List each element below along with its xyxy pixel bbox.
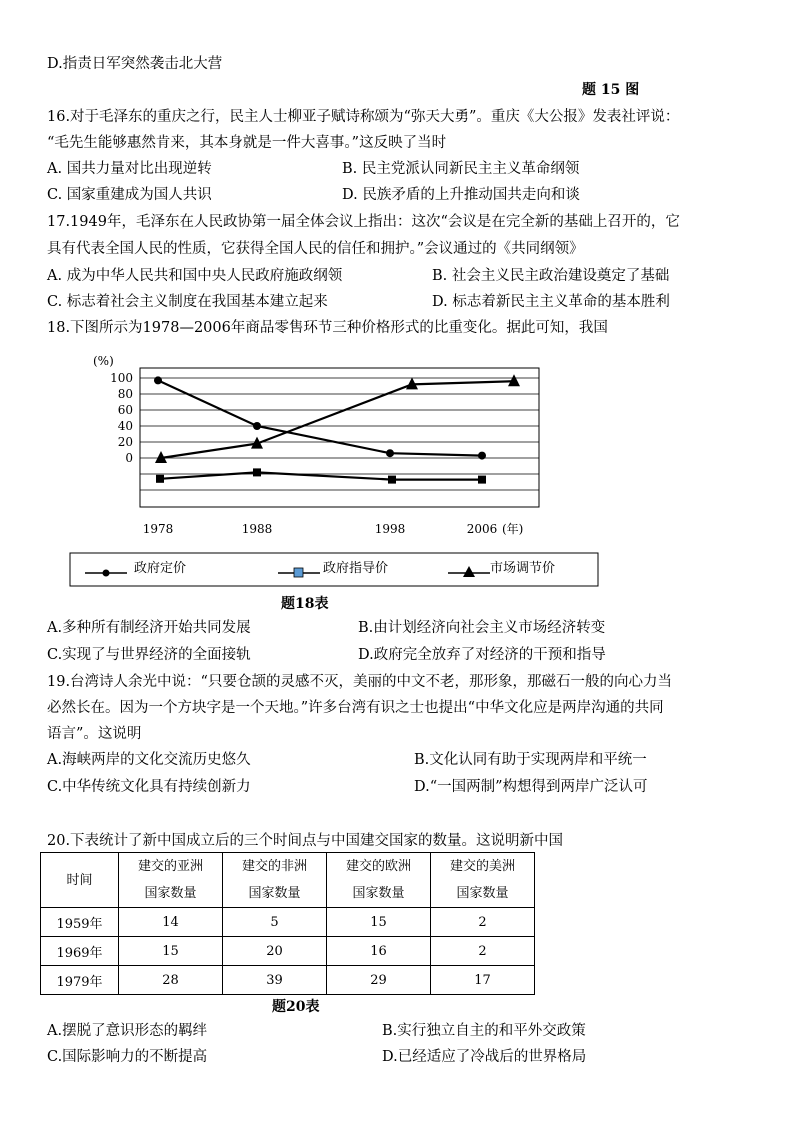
y-axis-label: (%) [93, 354, 114, 368]
q17-option-d[interactable]: D. 标志着新民主主义革命的基本胜利 [432, 294, 670, 310]
series-line-triangle [161, 381, 514, 458]
y-tick-label: 60 [117, 403, 133, 417]
plot-frame [140, 368, 539, 507]
price-form-chart [0, 345, 794, 605]
q16-option-a[interactable]: A. 国共力量对比出现逆转 [47, 161, 212, 177]
table-cell: 16 [327, 937, 431, 966]
q17-stem-line1: 17.1949年，毛泽东在人民政协第一届全体会议上指出：这次“会议是在完全新的基础上召开的，它 [47, 214, 680, 230]
chart-legend [70, 553, 598, 586]
q16-option-d[interactable]: D. 民族矛盾的上升推动国共走向和谈 [342, 187, 580, 203]
data-point-circle [386, 449, 394, 457]
table-cell: 15 [119, 937, 223, 966]
header-cell-time: 时间 [41, 853, 119, 908]
legend-marker-triangle [463, 566, 475, 577]
y-tick-label: 0 [125, 451, 133, 465]
q19-option-c[interactable]: C.中华传统文化具有持续创新力 [47, 779, 251, 795]
table-cell: 5 [223, 908, 327, 937]
y-tick-label: 100 [110, 371, 133, 385]
x-tick-label: 1978 [142, 522, 174, 536]
header-cell-asia: 建交的亚洲 国家数量 [119, 853, 223, 908]
q16-option-b[interactable]: B. 民主党派认同新民主主义革命纲领 [342, 161, 580, 177]
q20-stem: 20.下表统计了新中国成立后的三个时间点与中国建交国家的数量。这说明新中国 [47, 833, 564, 849]
legend-marker-circle [103, 570, 110, 577]
data-point-circle [253, 422, 261, 430]
x-axis-label: (年) [502, 522, 524, 536]
data-point-square [478, 476, 486, 484]
table-row [41, 937, 535, 966]
q16-stem-line2: “毛先生能够惠然肯来，其本身就是一件大喜事。”这反映了当时 [47, 135, 447, 151]
q19-stem-line1: 19.台湾诗人余光中说：“只要仓颉的灵感不灭，美丽的中文不老，那形象，那磁石一般的向心力当 [47, 674, 672, 690]
y-tick-label: 80 [117, 387, 133, 401]
legend-label: 市场调节价 [490, 561, 556, 576]
q18-option-a[interactable]: A.多种所有制经济开始共同发展 [47, 620, 251, 636]
data-point-triangle [508, 374, 520, 386]
series-line-square [160, 472, 482, 479]
header-cell-america: 建交的美洲 国家数量 [431, 853, 535, 908]
q20-option-a[interactable]: A.摆脱了意识形态的羁绊 [47, 1023, 208, 1039]
q17-option-b[interactable]: B. 社会主义民主政治建设奠定了基础 [432, 268, 670, 284]
q19-option-a[interactable]: A.海峡两岸的文化交流历史悠久 [47, 752, 251, 768]
table-row [41, 966, 535, 995]
x-tick-label: 1988 [241, 522, 273, 536]
chart-series [154, 374, 520, 483]
q17-option-c[interactable]: C. 标志着社会主义制度在我国基本建立起来 [47, 294, 328, 310]
q20-option-b[interactable]: B.实行独立自主的和平外交政策 [382, 1023, 586, 1039]
q19-stem-line3: 语言”。这说明 [47, 726, 142, 742]
table-cell: 1969年 [41, 937, 119, 966]
y-tick-label: 20 [117, 435, 133, 449]
x-tick-label: 1998 [374, 522, 406, 536]
legend-marker-square [294, 568, 303, 577]
q20-caption: 题20表 [272, 999, 320, 1015]
q15-figure-caption: 题 15 图 [582, 82, 640, 98]
q17-stem-line2: 具有代表全国人民的性质，它获得全国人民的信任和拥护。”会议通过的《共同纲领》 [47, 241, 584, 257]
q18-option-c[interactable]: C.实现了与世界经济的全面接轨 [47, 647, 251, 663]
data-point-square [388, 476, 396, 484]
q20-option-c[interactable]: C.国际影响力的不断提高 [47, 1049, 208, 1065]
table-cell: 39 [223, 966, 327, 995]
legend-label: 政府指导价 [323, 561, 389, 576]
header-cell-africa: 建交的非洲 国家数量 [223, 853, 327, 908]
data-point-square [253, 468, 261, 476]
table-cell: 1959年 [41, 908, 119, 937]
q20-option-d[interactable]: D.已经适应了冷战后的世界格局 [382, 1049, 587, 1065]
q19-option-d[interactable]: D.“一国两制”构想得到两岸广泛认可 [414, 779, 648, 795]
table-cell: 14 [119, 908, 223, 937]
q16-stem-line1: 16.对于毛泽东的重庆之行，民主人士柳亚子赋诗称颂为“弥天大勇”。重庆《大公报》发表社评说： [47, 109, 680, 125]
y-tick-label: 40 [117, 419, 133, 433]
table-cell: 2 [431, 908, 535, 937]
table-header-row [41, 853, 535, 908]
q18-option-d[interactable]: D.政府完全放弃了对经济的干预和指导 [358, 647, 606, 663]
x-tick-label: 2006 [466, 522, 498, 536]
table-cell: 2 [431, 937, 535, 966]
table-cell: 15 [327, 908, 431, 937]
q18-option-b[interactable]: B.由计划经济向社会主义市场经济转变 [358, 620, 606, 636]
q19-stem-line2: 必然长在。因为一个方块字是一个天地。”许多台湾有识之士也提出“中华文化应是两岸沟通的共同 [47, 700, 664, 716]
table-cell: 17 [431, 966, 535, 995]
chart-grid [140, 368, 539, 507]
legend-label: 政府定价 [134, 561, 187, 576]
data-point-circle [154, 376, 162, 384]
table-cell: 29 [327, 966, 431, 995]
table-cell: 28 [119, 966, 223, 995]
q16-option-c[interactable]: C. 国家重建成为国人共识 [47, 187, 212, 203]
series-line-circle [158, 380, 482, 455]
q18-stem: 18.下图所示为1978—2006年商品零售环节三种价格形式的比重变化。据此可知，我国 [47, 320, 608, 336]
table-cell: 1979年 [41, 966, 119, 995]
data-point-circle [478, 452, 486, 460]
q19-option-b[interactable]: B.文化认同有助于实现两岸和平统一 [414, 752, 647, 768]
diplomatic-relations-table [40, 852, 535, 995]
q18-caption: 题18表 [281, 596, 329, 612]
q17-option-a[interactable]: A. 成为中华人民共和国中央人民政府施政纲领 [47, 268, 343, 284]
data-point-square [156, 475, 164, 483]
table-row [41, 908, 535, 937]
header-cell-europe: 建交的欧洲 国家数量 [327, 853, 431, 908]
q15-option-d: D.指责日军突然袭击北大营 [47, 56, 223, 72]
table-cell: 20 [223, 937, 327, 966]
